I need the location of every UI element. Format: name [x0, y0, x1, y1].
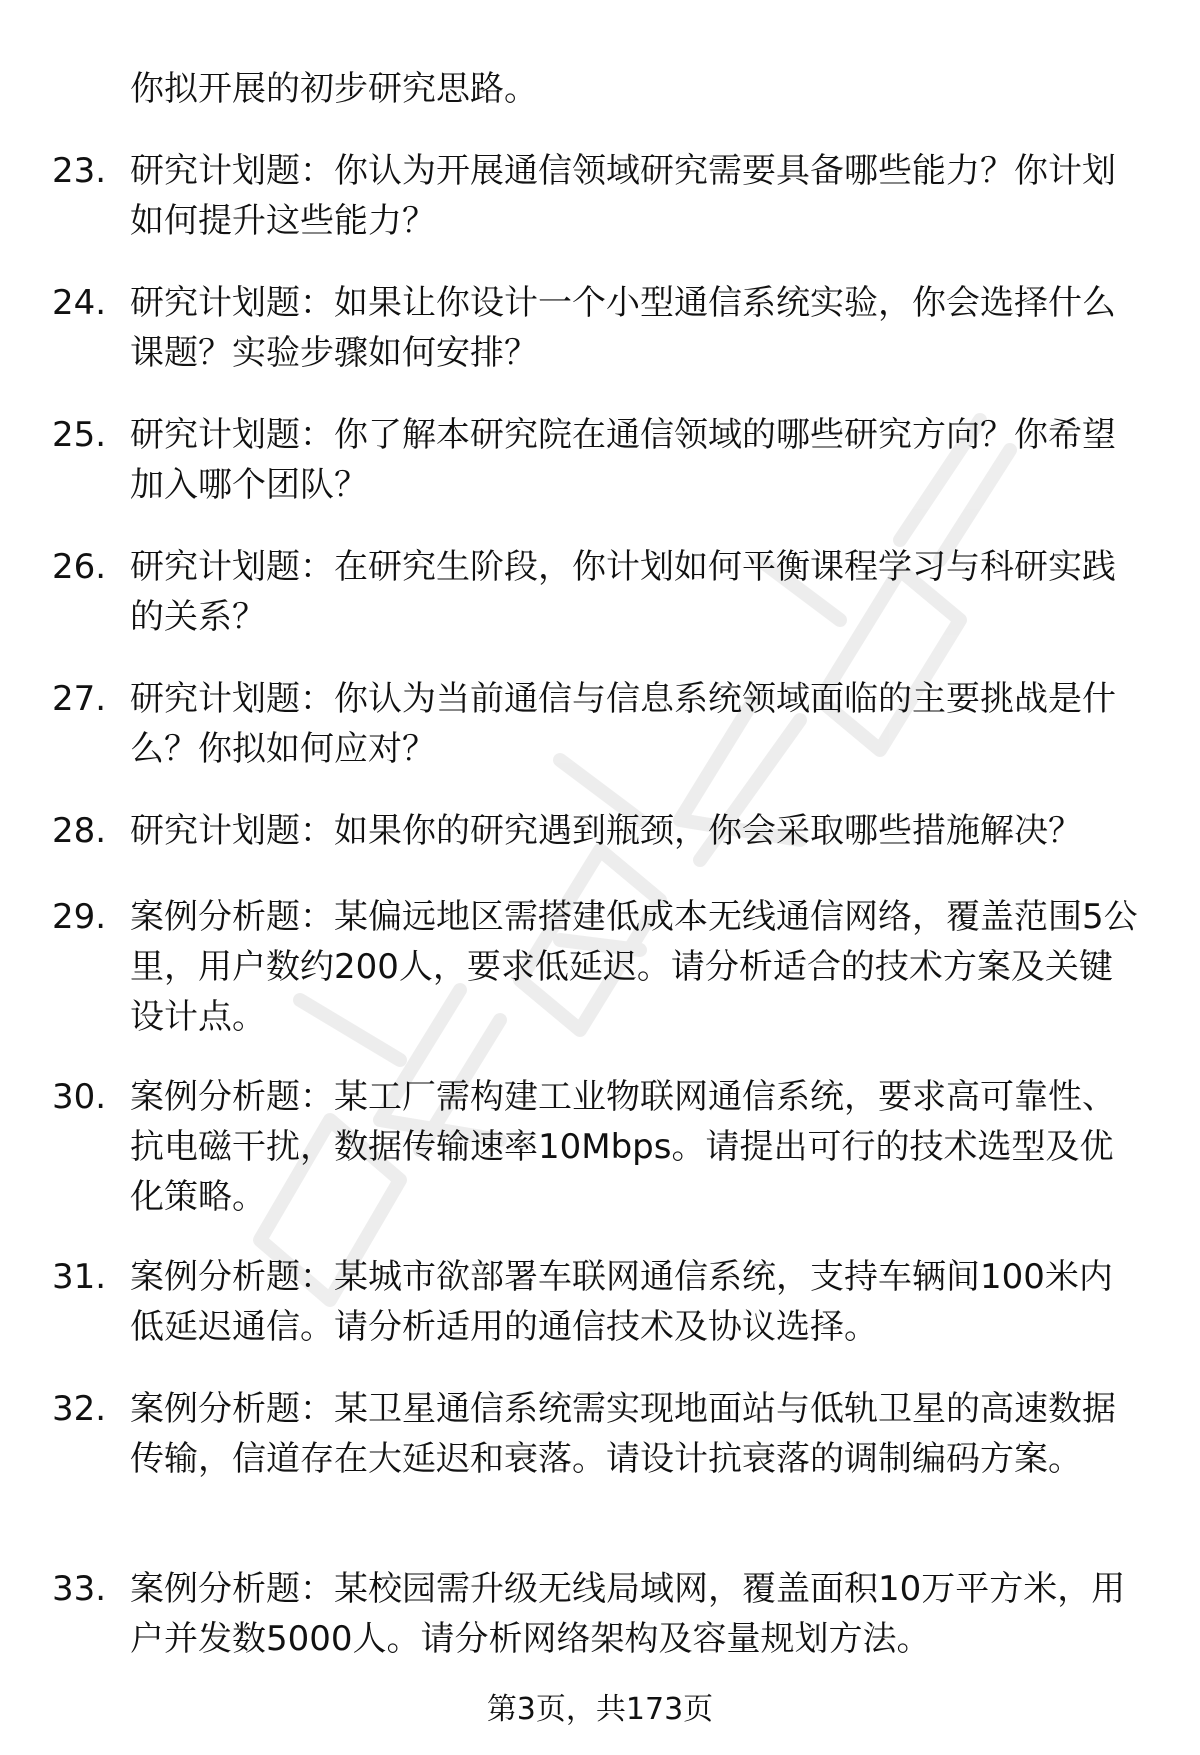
question-text: 研究计划题：你认为开展通信领域研究需要具备哪些能力？你计划如何提升这些能力？ — [130, 151, 1116, 241]
question-text: 研究计划题：在研究生阶段，你计划如何平衡课程学习与科研实践的关系？ — [130, 547, 1116, 637]
question-text: 研究计划题：如果你的研究遇到瓶颈，你会采取哪些措施解决？ — [130, 811, 1082, 851]
question-number: 28. — [52, 811, 107, 851]
continuation-text: 你拟开展的初步研究思路。 — [130, 69, 538, 109]
question-number: 25. — [52, 415, 107, 455]
question-number: 33. — [52, 1569, 107, 1609]
question-text: 案例分析题：某卫星通信系统需实现地面站与低轨卫星的高速数据传输，信道存在大延迟和衰落。请设计抗衰落的调制编码方案。 — [130, 1389, 1116, 1479]
question-text: 研究计划题：你认为当前通信与信息系统领域面临的主要挑战是什么？你拟如何应对？ — [130, 679, 1116, 769]
question-number: 29. — [52, 897, 107, 937]
question-number: 24. — [52, 283, 107, 323]
question-text: 案例分析题：某城市欲部署车联网通信系统，支持车辆间100米内低延迟通信。请分析适用的通信技术及协议选择。 — [130, 1257, 1113, 1347]
question-text: 研究计划题：你了解本研究院在通信领域的哪些研究方向？你希望加入哪个团队？ — [130, 415, 1116, 505]
question-text: 案例分析题：某校园需升级无线局域网，覆盖面积10万平方米，用户并发数5000人。请分析网络架构及容量规划方法。 — [130, 1569, 1126, 1659]
question-number: 23. — [52, 151, 107, 191]
question-number: 30. — [52, 1077, 107, 1117]
page-footer: 第3页，共173页 — [486, 1692, 714, 1727]
question-text: 研究计划题：如果让你设计一个小型通信系统实验，你会选择什么课题？实验步骤如何安排？ — [130, 283, 1116, 373]
question-text: 案例分析题：某工厂需构建工业物联网通信系统，要求高可靠性、抗电磁干扰，数据传输速率10Mbps。请提出可行的技术选型及优化策略。 — [130, 1077, 1116, 1217]
question-number: 31. — [52, 1257, 107, 1297]
question-number: 32. — [52, 1389, 107, 1429]
question-number: 27. — [52, 679, 107, 719]
question-number: 26. — [52, 547, 107, 587]
question-text: 案例分析题：某偏远地区需搭建低成本无线通信网络，覆盖范围5公里，用户数约200人，要求低延迟。请分析适合的技术方案及关键设计点。 — [130, 897, 1138, 1037]
